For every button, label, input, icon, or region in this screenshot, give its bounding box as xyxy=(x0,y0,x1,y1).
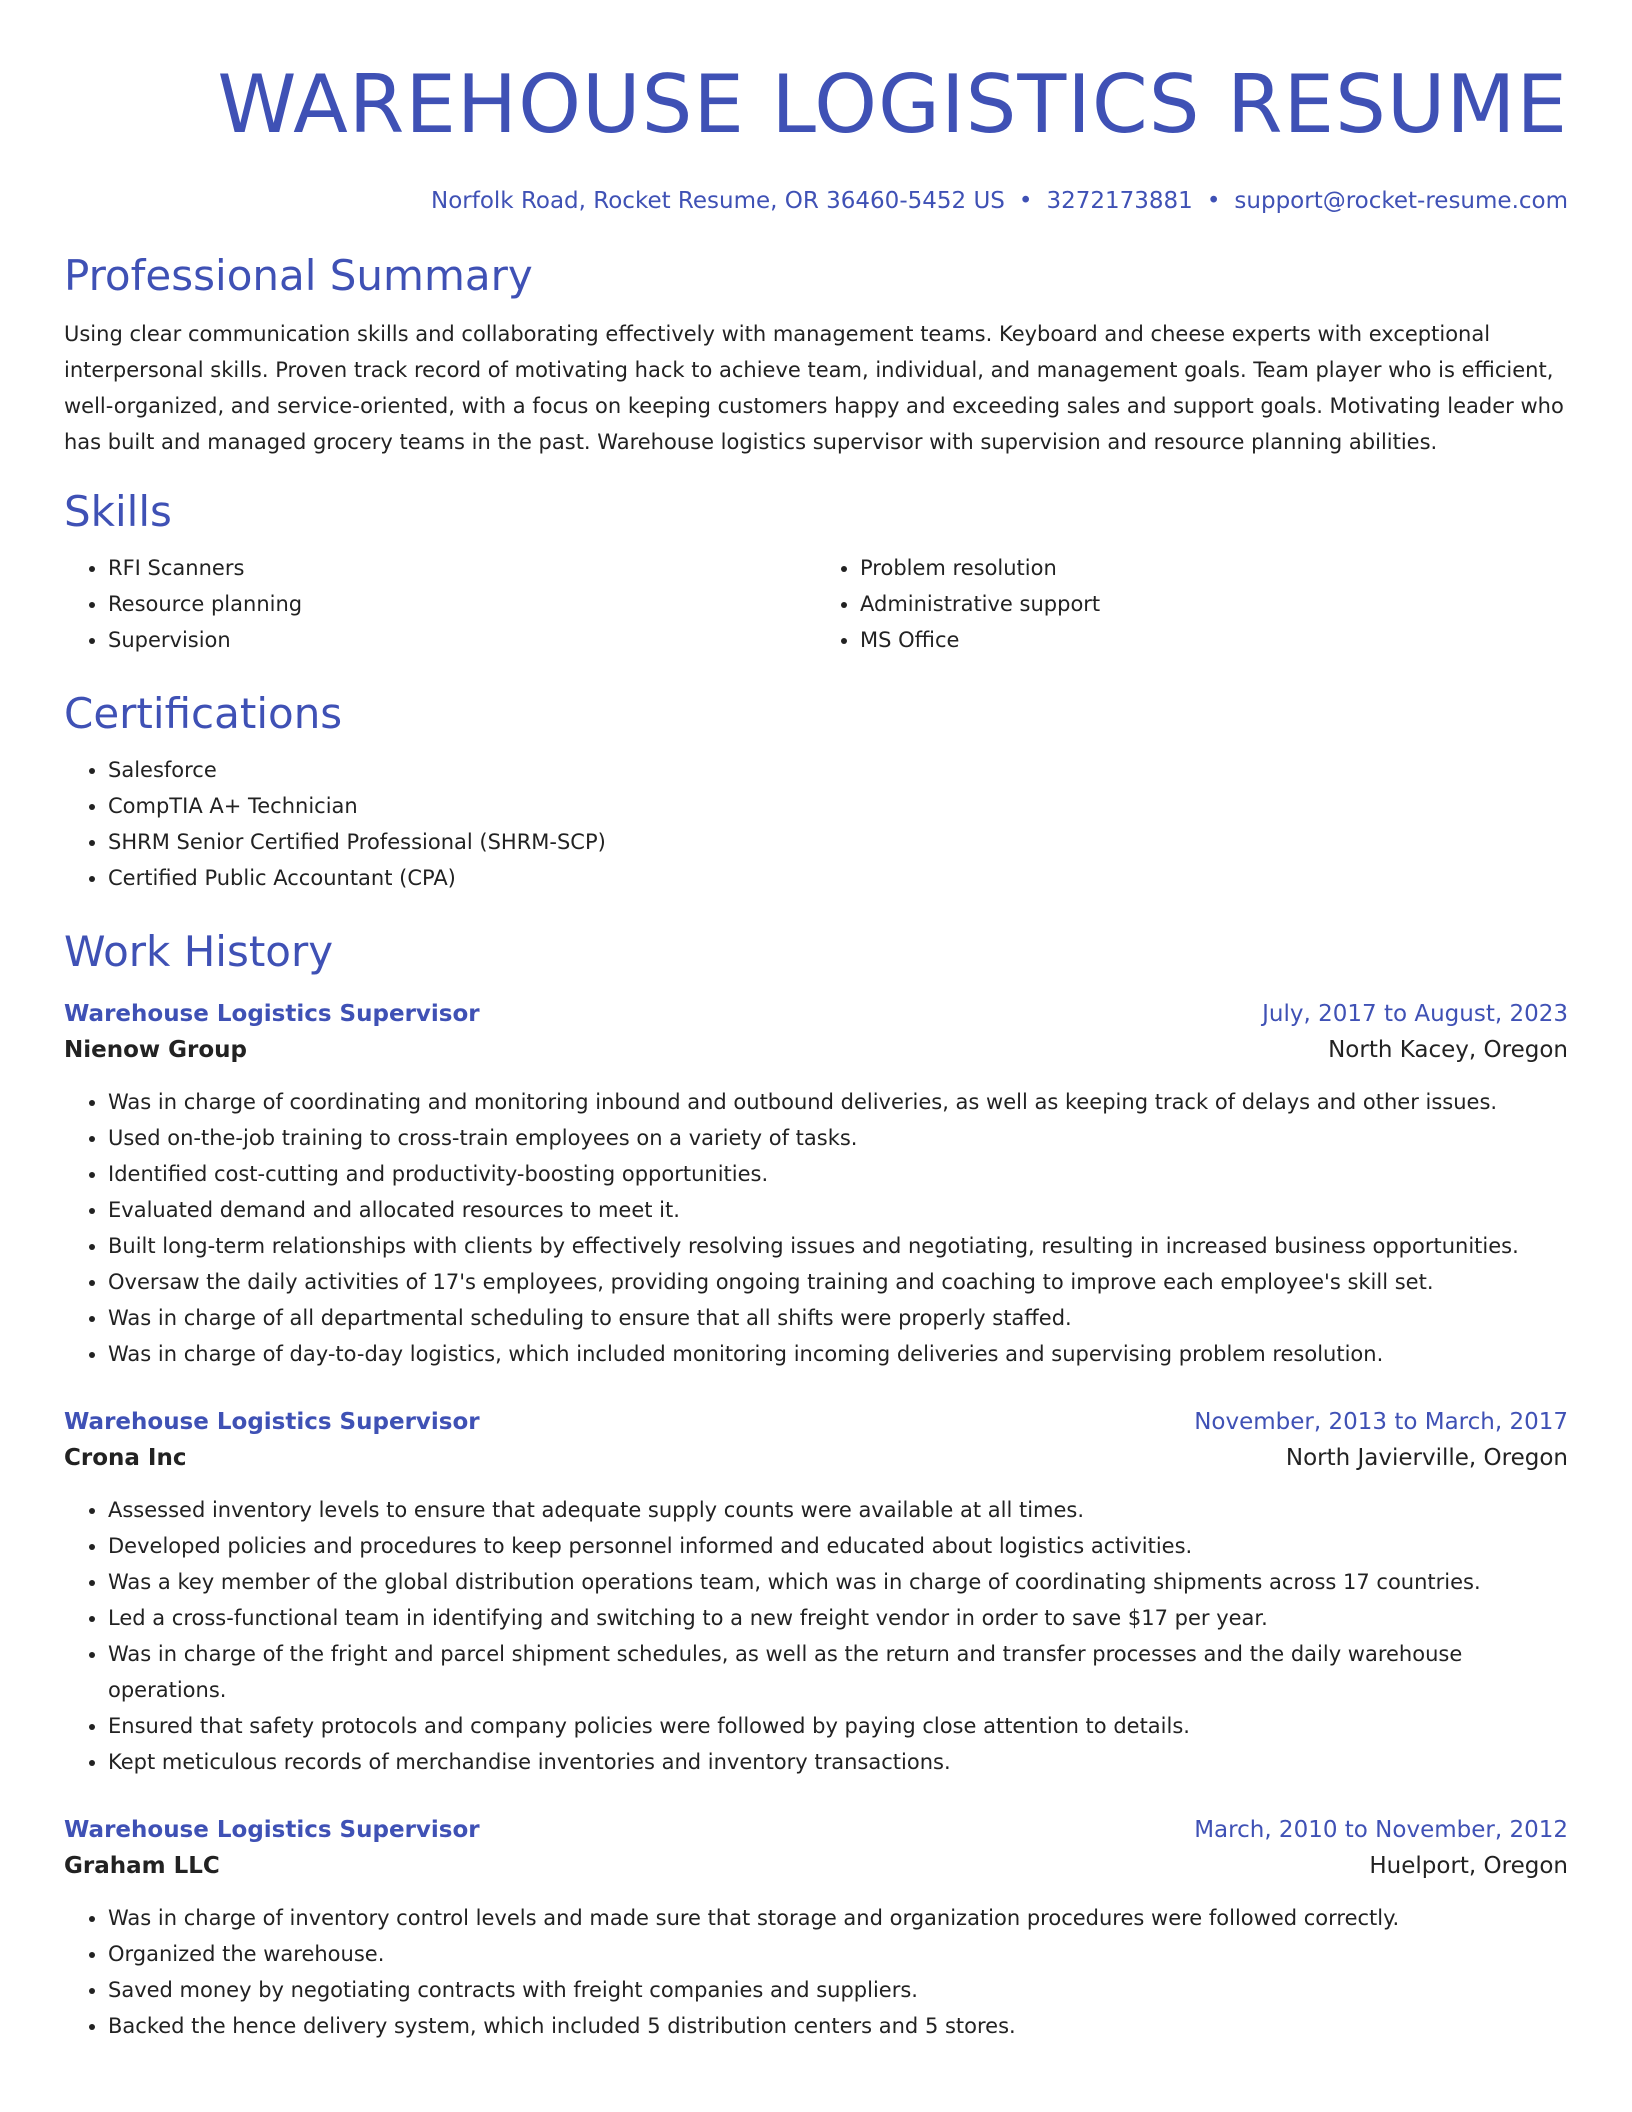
job-bullet: • Built long-term relationships with clients by effectively resolving issues and negotiating, resulting in increased business opportunities. xyxy=(108,1228,1568,1264)
contact-separator: • xyxy=(1018,188,1033,214)
contact-phone: 3272173881 xyxy=(1046,188,1193,214)
job-company: Crona Inc xyxy=(64,1445,187,1471)
job-dates: March, 2010 to November, 2012 xyxy=(1194,1817,1568,1843)
skill-item: • Resource planning xyxy=(108,586,816,622)
job-bullets xyxy=(64,1492,1568,1780)
job-bullet: • Backed the hence delivery system, which included 5 distribution centers and 5 stores. xyxy=(108,2008,1568,2044)
job-role: Warehouse Logistics Supervisor xyxy=(64,1409,480,1435)
job-header-row xyxy=(64,1812,1568,1848)
skills-list-right xyxy=(816,550,1568,658)
skill-item: • MS Office xyxy=(860,622,1568,658)
job-bullet: • Evaluated demand and allocated resources to meet it. xyxy=(108,1192,1568,1228)
job-bullet: • Identified cost-cutting and productivity-boosting opportunities. xyxy=(108,1156,1568,1192)
skills-columns xyxy=(64,550,1568,658)
job-bullet: • Was in charge of all departmental scheduling to ensure that all shifts were properly staffed. xyxy=(108,1300,1568,1336)
job-bullet: • Assessed inventory levels to ensure that adequate supply counts were available at all times. xyxy=(108,1492,1568,1528)
certification-item: • SHRM Senior Certified Professional (SHRM-SCP) xyxy=(108,824,1568,860)
certification-item: • Salesforce xyxy=(108,752,1568,788)
work-history-heading: Work History xyxy=(64,927,334,976)
job-location: Huelport, Oregon xyxy=(1369,1853,1568,1879)
job-bullets xyxy=(64,1900,1568,2044)
certification-item: • Certified Public Accountant (CPA) xyxy=(108,860,1568,896)
skill-item: • Supervision xyxy=(108,622,816,658)
certifications-list xyxy=(64,752,1568,896)
job-bullet: • Was a key member of the global distribution operations team, which was in charge of coordinating shipments across 17 countries. xyxy=(108,1564,1568,1600)
job-bullet: • Led a cross-functional team in identifying and switching to a new freight vendor in order to save $17 per year. xyxy=(108,1600,1568,1636)
job-location: North Javierville, Oregon xyxy=(1285,1445,1568,1471)
job-bullet: • Was in charge of coordinating and monitoring inbound and outbound deliveries, as well as keeping track of delays and other issues. xyxy=(108,1084,1568,1120)
job-entry xyxy=(64,996,1568,1372)
job-bullet: • Was in charge of inventory control levels and made sure that storage and organization procedures were followed correctly. xyxy=(108,1900,1568,1936)
skills-heading: Skills xyxy=(64,487,172,536)
skill-item: • Problem resolution xyxy=(860,550,1568,586)
resume-page xyxy=(64,0,1568,2044)
job-bullet: • Was in charge of day-to-day logistics, which included monitoring incoming deliveries and supervising problem resolution. xyxy=(108,1336,1568,1372)
job-company: Nienow Group xyxy=(64,1037,248,1063)
job-bullet: • Saved money by negotiating contracts with freight companies and suppliers. xyxy=(108,1972,1568,2008)
skills-list-left xyxy=(64,550,816,658)
job-company: Graham LLC xyxy=(64,1853,220,1879)
resume-title: WAREHOUSE LOGISTICS RESUME xyxy=(217,58,1568,151)
job-dates: November, 2013 to March, 2017 xyxy=(1194,1409,1568,1435)
certification-item: • CompTIA A+ Technician xyxy=(108,788,1568,824)
job-role: Warehouse Logistics Supervisor xyxy=(64,1817,480,1843)
job-entry xyxy=(64,1404,1568,1780)
job-bullet: • Organized the warehouse. xyxy=(108,1936,1568,1972)
skill-item: • Administrative support xyxy=(860,586,1568,622)
job-bullet: • Developed policies and procedures to keep personnel informed and educated about logistics activities. xyxy=(108,1528,1568,1564)
job-bullets xyxy=(64,1084,1568,1372)
job-bullet: • Used on-the-job training to cross-train employees on a variety of tasks. xyxy=(108,1120,1568,1156)
summary-text: Using clear communication skills and collaborating effectively with management teams. Keyboard and cheese experts with exceptional interpersonal skills. Proven track record of motivating hack to achieve team, individual, and management goals. Team player who is efficient, well-organized, and service-oriented, with a focus on keeping customers happy and exceeding sales and support goals. Motivating leader who has built and managed grocery teams in the past. Warehouse logistics supervisor with supervision and resource planning abilities. xyxy=(64,322,1564,454)
job-header-row xyxy=(64,996,1568,1032)
job-bullet: • Oversaw the daily activities of 17's employees, providing ongoing training and coaching to improve each employee's skill set. xyxy=(108,1264,1568,1300)
skill-item: • RFI Scanners xyxy=(108,550,816,586)
job-role: Warehouse Logistics Supervisor xyxy=(64,1001,480,1027)
job-company-row xyxy=(64,1032,1568,1068)
job-dates: July, 2017 to August, 2023 xyxy=(1262,1001,1568,1027)
job-bullet: • Ensured that safety protocols and company policies were followed by paying close attention to details. xyxy=(108,1708,1568,1744)
job-entry xyxy=(64,1812,1568,2044)
job-bullet: • Was in charge of the fright and parcel shipment schedules, as well as the return and transfer processes and the daily warehouse operations. xyxy=(108,1636,1568,1708)
job-header-row xyxy=(64,1404,1568,1440)
contact-separator: • xyxy=(1206,188,1221,214)
contact-email: support@rocket-resume.com xyxy=(1234,188,1568,214)
summary-heading: Professional Summary xyxy=(64,251,533,300)
job-company-row xyxy=(64,1440,1568,1476)
job-bullet: • Kept meticulous records of merchandise inventories and inventory transactions. xyxy=(108,1744,1568,1780)
contact-address: Norfolk Road, Rocket Resume, OR 36460-5452 US xyxy=(431,188,1005,214)
job-company-row xyxy=(64,1848,1568,1884)
job-location: North Kacey, Oregon xyxy=(1328,1037,1568,1063)
contact-line xyxy=(64,186,1568,216)
certifications-heading: Certifications xyxy=(64,689,343,738)
